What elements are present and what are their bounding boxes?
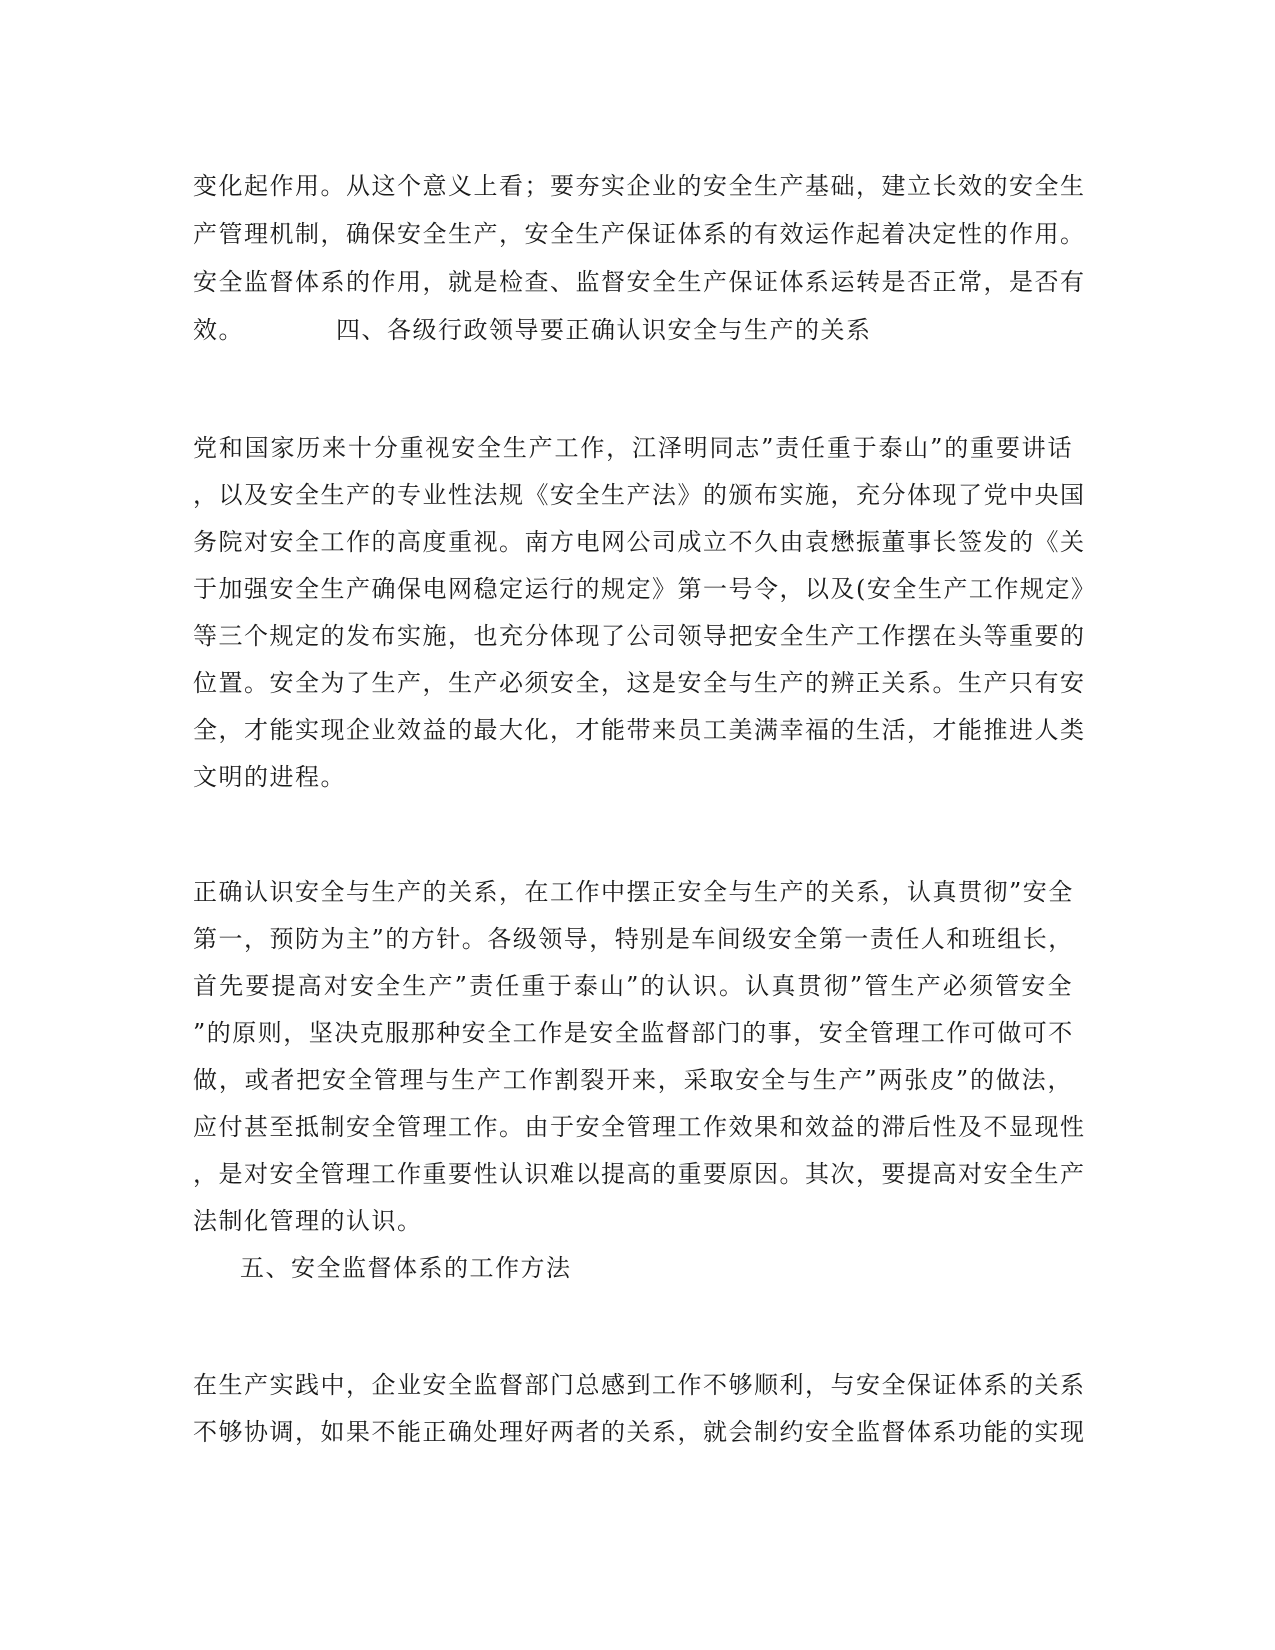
- paragraph-line: ”的原则，坚决克服那种安全工作是安全监督部门的事，安全管理工作可做可不: [193, 1019, 1074, 1047]
- paragraph-end-text: 效。: [193, 316, 244, 344]
- paragraph-line: 法制化管理的认识。: [193, 1207, 423, 1235]
- paragraph-line: 等三个规定的发布实施，也充分体现了公司领导把安全生产工作摆在头等重要的: [193, 622, 1086, 650]
- paragraph-line: 不够协调，如果不能正确处理好两者的关系，就会制约安全监督体系功能的实现: [193, 1418, 1086, 1446]
- paragraph-line: 正确认识安全与生产的关系，在工作中摆正安全与生产的关系，认真贯彻”安全: [193, 878, 1074, 906]
- paragraph-line: 产管理机制，确保安全生产，安全生产保证体系的有效运作起着决定性的作用。: [193, 220, 1086, 248]
- paragraph-line: 应付甚至抵制安全管理工作。由于安全管理工作效果和效益的滞后性及不显现性: [193, 1113, 1086, 1141]
- paragraph-line: 第一，预防为主”的方针。各级领导，特别是车间级安全第一责任人和班组长，: [193, 925, 1074, 953]
- paragraph-line: 于加强安全生产确保电网稳定运行的规定》第一号令，以及(安全生产工作规定》: [193, 575, 1097, 603]
- paragraph-line: 全，才能实现企业效益的最大化，才能带来员工美满幸福的生活，才能推进人类: [193, 716, 1086, 744]
- paragraph-line: 文明的进程。: [193, 763, 346, 791]
- paragraph-line: 变化起作用。从这个意义上看；要夯实企业的安全生产基础，建立长效的安全生: [193, 172, 1086, 200]
- paragraph-line: 在生产实践中，企业安全监督部门总感到工作不够顺利，与安全保证体系的关系: [193, 1371, 1086, 1399]
- paragraph-line: ，以及安全生产的专业性法规《安全生产法》的颁布实施，充分体现了党中央国: [193, 481, 1086, 509]
- paragraph-line: 务院对安全工作的高度重视。南方电网公司成立不久由袁懋振董事长签发的《关: [193, 528, 1086, 556]
- paragraph-line: 安全监督体系的作用，就是检查、监督安全生产保证体系运转是否正常，是否有: [193, 268, 1086, 296]
- section-heading-4: 四、各级行政领导要正确认识安全与生产的关系: [336, 316, 872, 344]
- paragraph-line: 首先要提高对安全生产”责任重于泰山”的认识。认真贯彻”管生产必须管安全: [193, 972, 1073, 1000]
- paragraph-line: 党和国家历来十分重视安全生产工作，江泽明同志”责任重于泰山”的重要讲话: [193, 434, 1073, 462]
- section-heading-5: 五、安全监督体系的工作方法: [240, 1254, 572, 1282]
- paragraph-line: 位置。安全为了生产，生产必须安全，这是安全与生产的辨正关系。生产只有安: [193, 669, 1086, 697]
- paragraph-line: ，是对安全管理工作重要性认识难以提高的重要原因。其次，要提高对安全生产: [193, 1160, 1086, 1188]
- paragraph-line-with-heading: [193, 306, 1073, 354]
- paragraph-line: 做，或者把安全管理与生产工作割裂开来，采取安全与生产”两张皮”的做法，: [193, 1066, 1073, 1094]
